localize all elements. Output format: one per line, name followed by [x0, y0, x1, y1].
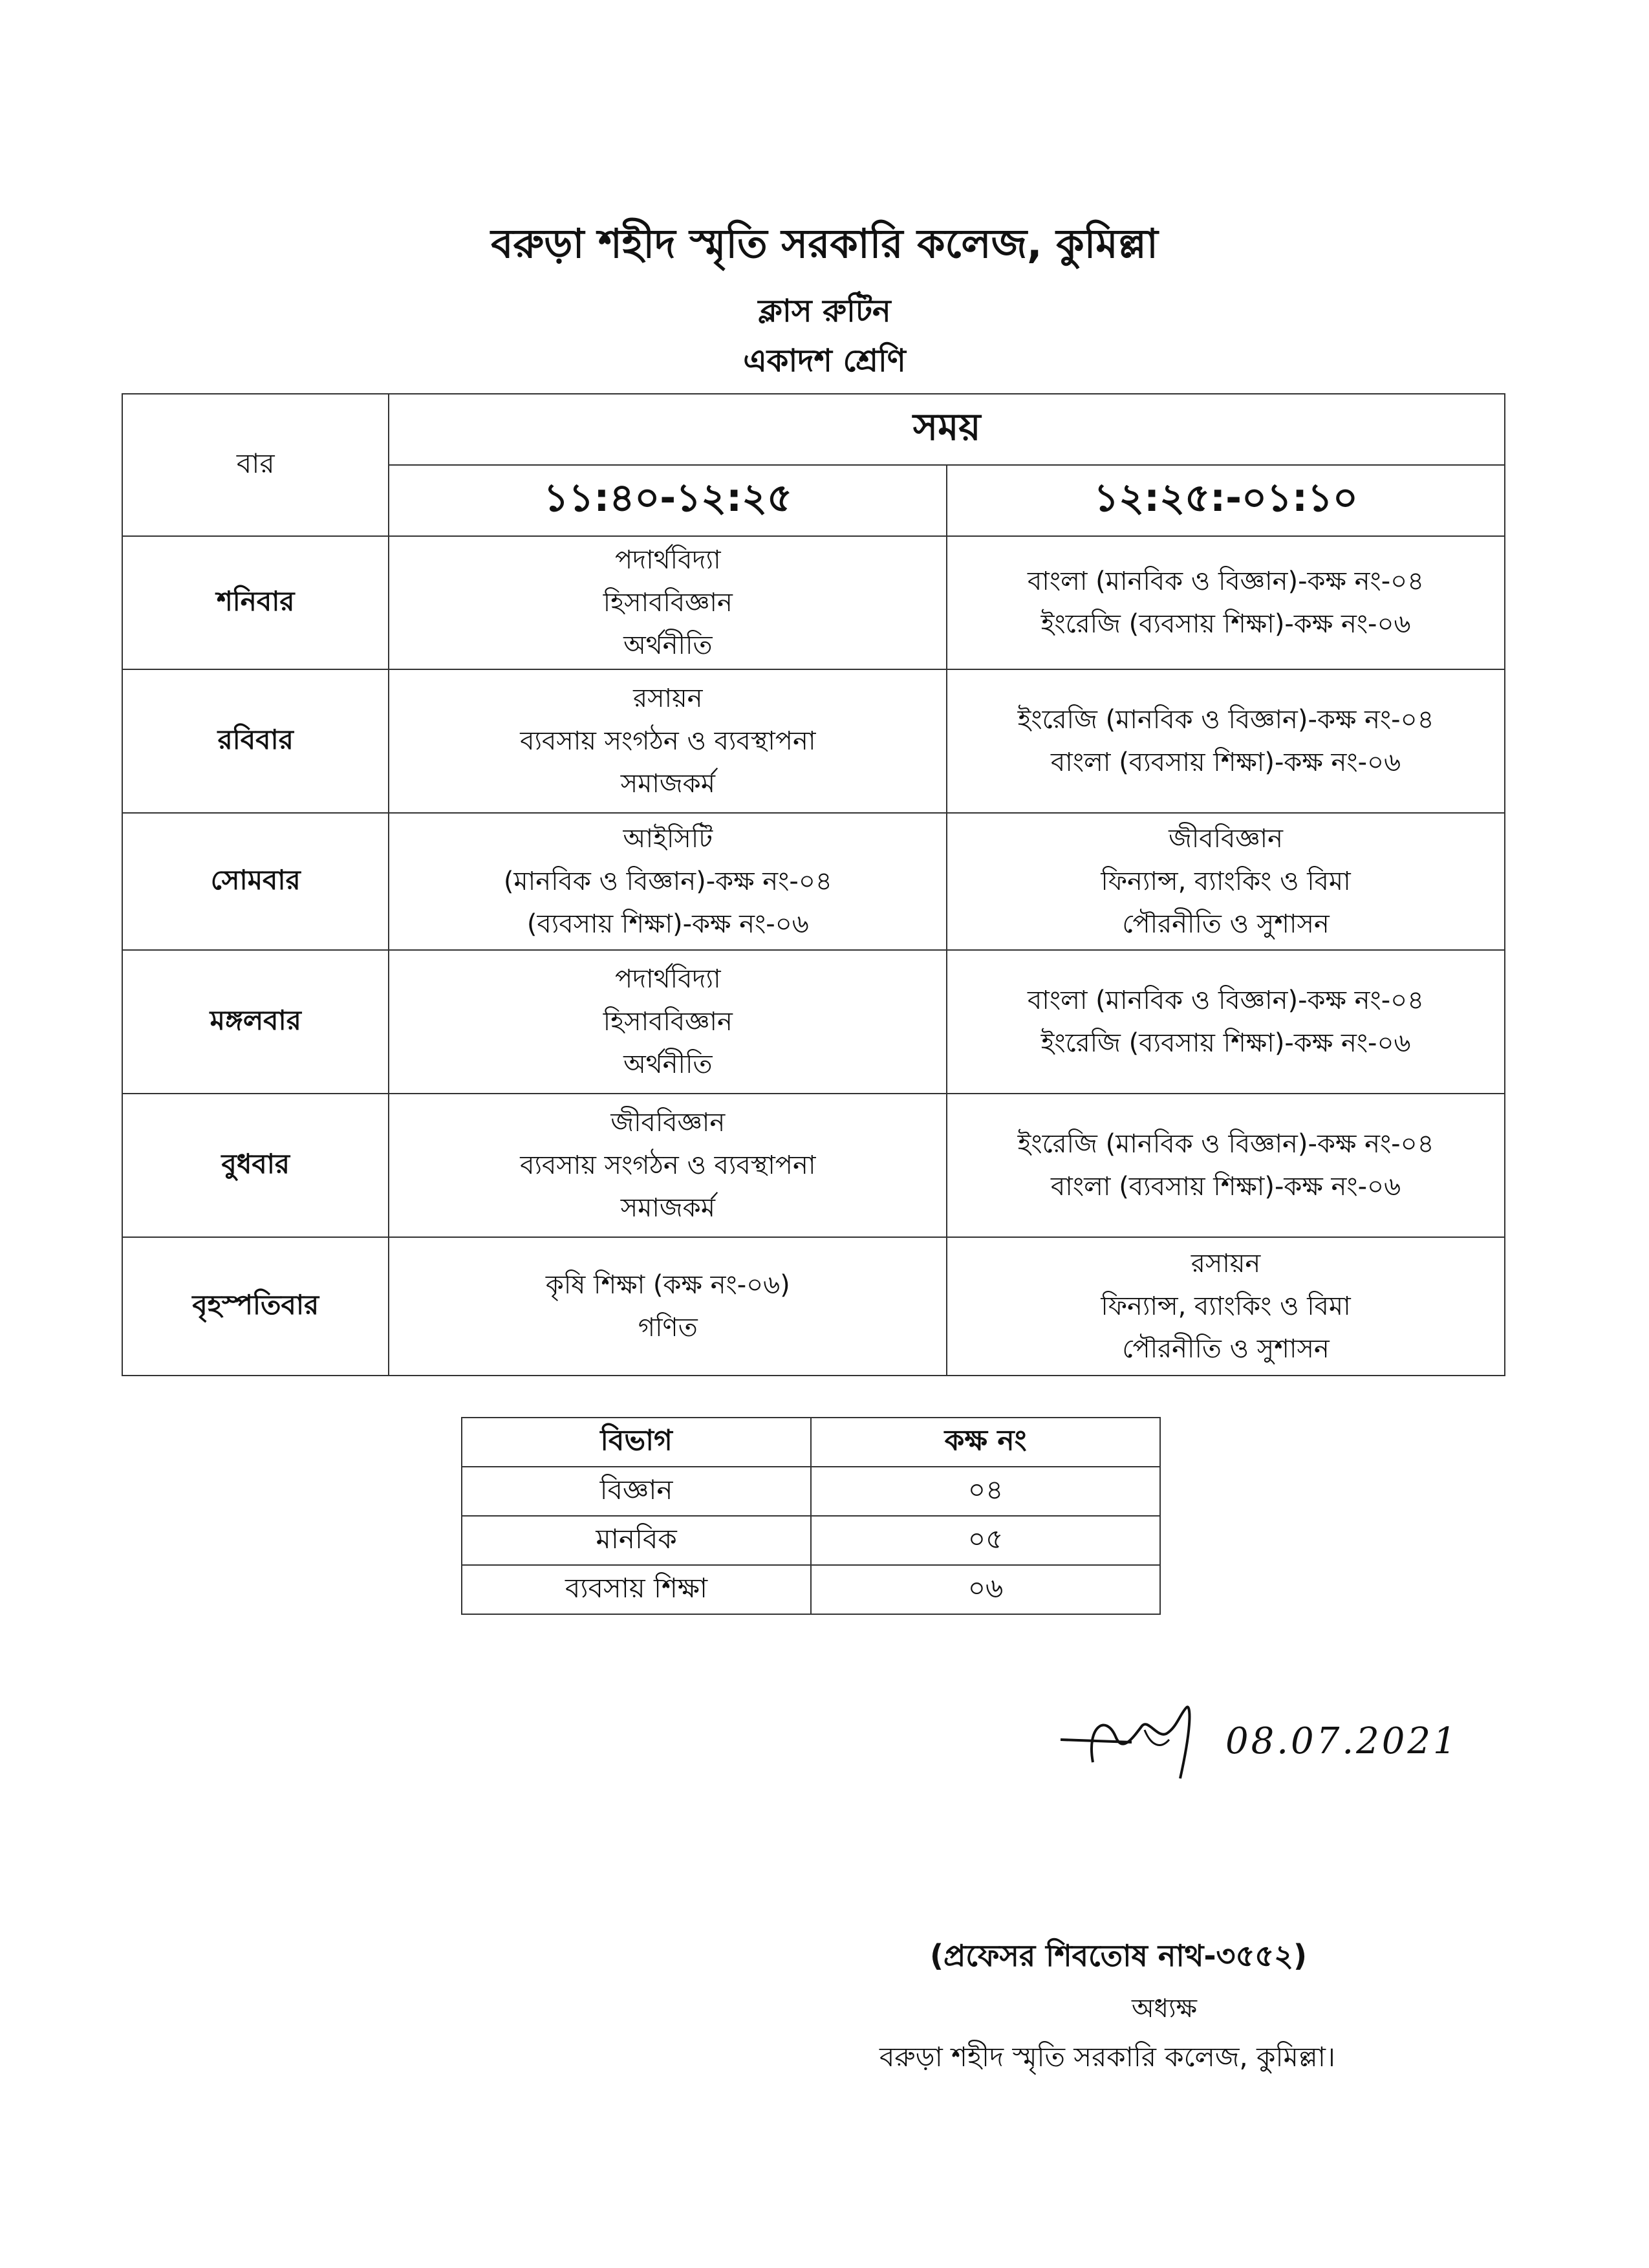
subject-line: বাংলা (মানবিক ও বিজ্ঞান)-কক্ষ নং-০৪	[1027, 986, 1425, 1015]
slot1-cell	[389, 950, 947, 1094]
routine-title: ক্লাস রুটিন	[758, 293, 891, 329]
subject-line: বাংলা (ব্যবসায় শিক্ষা)-কক্ষ নং-০৬	[1051, 1172, 1401, 1202]
department-cell: মানবিক	[462, 1516, 811, 1565]
room-table	[461, 1417, 1161, 1615]
table-row	[462, 1565, 1160, 1614]
slot1-cell	[389, 536, 947, 669]
subject-line: পৌরনীতি ও সুশাসন	[1122, 909, 1330, 939]
principal-title: অধ্যক্ষ	[1132, 1994, 1198, 2024]
slot2-cell	[947, 950, 1505, 1094]
handwritten-signature	[1054, 1701, 1222, 1785]
slot-header-2: ১২:২৫:-০১:১০	[947, 465, 1505, 536]
table-row	[462, 1467, 1160, 1516]
subject-line: ইংরেজি (ব্যবসায় শিক্ষা)-কক্ষ নং-০৬	[1040, 1028, 1411, 1058]
day-cell: মঙ্গলবার	[122, 950, 389, 1094]
department-cell: ব্যবসায় শিক্ষা	[462, 1565, 811, 1614]
slot2-cell	[947, 536, 1505, 669]
slot2-cell	[947, 813, 1505, 950]
day-column-header: বার	[122, 394, 389, 536]
subject-line: (ব্যবসায় শিক্ষা)-কক্ষ নং-০৬	[526, 909, 809, 939]
slot-header-1: ১১:৪০-১২:২৫	[389, 465, 947, 536]
subject-line: রসায়ন	[633, 684, 703, 713]
slot2-cell	[947, 1094, 1505, 1237]
day-cell: সোমবার	[122, 813, 389, 950]
subject-line: হিসাববিজ্ঞান	[603, 1007, 733, 1037]
routine-table	[122, 393, 1505, 1376]
subject-line: পৌরনীতি ও সুশাসন	[1122, 1334, 1330, 1364]
time-column-header: সময়	[389, 394, 1505, 465]
signature-date: 08.07.2021	[1225, 1720, 1459, 1762]
subject-line: রসায়ন	[1191, 1249, 1261, 1279]
table-row	[122, 1237, 1505, 1376]
room-number-cell: ০৪	[811, 1467, 1160, 1516]
subject-line: সমাজকর্ম	[620, 1193, 715, 1223]
subject-line: ইংরেজি (মানবিক ও বিজ্ঞান)-কক্ষ নং-০৪	[1017, 1129, 1434, 1159]
principal-name: (প্রফেসর শিবতোষ নাথ-৩৫৫২)	[930, 1938, 1308, 1973]
day-cell: বৃহস্পতিবার	[122, 1237, 389, 1376]
table-row	[122, 536, 1505, 669]
slot1-cell	[389, 1094, 947, 1237]
table-row	[122, 950, 1505, 1094]
subject-line: ইংরেজি (মানবিক ও বিজ্ঞান)-কক্ষ নং-০৪	[1017, 705, 1434, 735]
subject-line: ইংরেজি (ব্যবসায় শিক্ষা)-কক্ষ নং-০৬	[1040, 609, 1411, 639]
routine-body	[122, 536, 1505, 1376]
day-cell: শনিবার	[122, 536, 389, 669]
day-cell: রবিবার	[122, 669, 389, 813]
table-row	[462, 1516, 1160, 1565]
slot2-cell	[947, 669, 1505, 813]
subject-line: গণিত	[638, 1313, 698, 1343]
subject-line: পদার্থবিদ্যা	[615, 545, 721, 575]
slot1-cell	[389, 1237, 947, 1376]
room-number-cell: ০৬	[811, 1565, 1160, 1614]
signature-college: বরুড়া শহীদ স্মৃতি সরকারি কলেজ, কুমিল্লা।	[879, 2041, 1335, 2073]
subject-line: বাংলা (মানবিক ও বিজ্ঞান)-কক্ষ নং-০৪	[1027, 567, 1425, 596]
subject-line: হিসাববিজ্ঞান	[603, 588, 733, 618]
subject-line: বাংলা (ব্যবসায় শিক্ষা)-কক্ষ নং-০৬	[1051, 748, 1401, 777]
table-row	[122, 1094, 1505, 1237]
subject-line: ব্যবসায় সংগঠন ও ব্যবস্থাপনা	[520, 1150, 816, 1180]
subject-line: অর্থনীতি	[623, 1050, 713, 1079]
subject-line: জীববিজ্ঞান	[1169, 824, 1284, 854]
subject-line: কৃষি শিক্ষা (কক্ষ নং-০৬)	[545, 1270, 790, 1300]
table-row	[122, 669, 1505, 813]
subject-line: পদার্থবিদ্যা	[615, 964, 721, 994]
day-cell: বুধবার	[122, 1094, 389, 1237]
subject-line: ব্যবসায় সংগঠন ও ব্যবস্থাপনা	[520, 726, 816, 756]
department-header: বিভাগ	[462, 1418, 811, 1467]
subject-line: অর্থনীতি	[623, 631, 713, 660]
room-number-header: কক্ষ নং	[811, 1418, 1160, 1467]
slot1-cell	[389, 669, 947, 813]
slot2-cell	[947, 1237, 1505, 1376]
subject-line: সমাজকর্ম	[620, 769, 715, 799]
room-number-cell: ০৫	[811, 1516, 1160, 1565]
college-name: বরুড়া শহীদ স্মৃতি সরকারি কলেজ, কুমিল্লা	[491, 220, 1158, 267]
subject-line: আইসিটি	[623, 824, 713, 854]
class-name: একাদশ শ্রেণি	[743, 343, 906, 379]
table-row	[122, 813, 1505, 950]
subject-line: ফিন্যান্স, ব্যাংকিং ও বিমা	[1101, 1291, 1351, 1321]
subject-line: (মানবিক ও বিজ্ঞান)-কক্ষ নং-০৪	[503, 867, 832, 896]
department-cell: বিজ্ঞান	[462, 1467, 811, 1516]
subject-line: জীববিজ্ঞান	[610, 1108, 726, 1138]
slot1-cell	[389, 813, 947, 950]
subject-line: ফিন্যান্স, ব্যাংকিং ও বিমা	[1101, 867, 1351, 896]
